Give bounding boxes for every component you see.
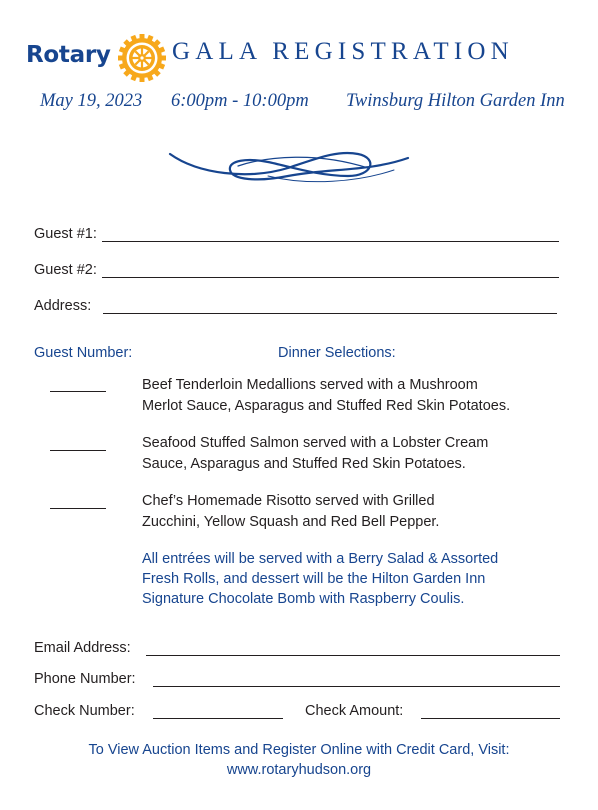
meal-option-line: Beef Tenderloin Medallions served with a Mushroom xyxy=(142,377,478,393)
guest-number-field-beef[interactable] xyxy=(50,391,106,392)
event-venue: Twinsburg Hilton Garden Inn xyxy=(346,91,565,111)
check-number-label: Check Number: xyxy=(34,703,135,719)
meal-option-line: Sauce, Asparagus and Stuffed Red Skin Potatoes. xyxy=(142,456,466,472)
dinner-note-line: All entrées will be served with a Berry Salad & Assorted xyxy=(142,551,499,567)
dinner-selections-header: Dinner Selections: xyxy=(278,345,396,361)
address-field[interactable] xyxy=(103,313,557,314)
guest2-row xyxy=(34,262,97,282)
event-date: May 19, 2023 xyxy=(40,91,143,111)
dinner-note-line: Signature Chocolate Bomb with Raspberry Coulis. xyxy=(142,591,465,607)
address-label: Address: xyxy=(34,298,92,314)
guest-number-field-risotto[interactable] xyxy=(50,508,106,509)
phone-field[interactable] xyxy=(153,686,560,687)
page-title: GALA REGISTRATION xyxy=(172,38,514,65)
event-time: 6:00pm - 10:00pm xyxy=(171,91,309,111)
meal-option-line: Seafood Stuffed Salmon served with a Lobster Cream xyxy=(142,435,489,451)
meal-option-beef xyxy=(142,375,542,417)
email-field[interactable] xyxy=(146,655,560,656)
dinner-note-line: Fresh Rolls, and dessert will be the Hilton Garden Inn xyxy=(142,571,486,587)
guest1-label: Guest #1: xyxy=(34,226,97,242)
meal-option-line: Merlot Sauce, Asparagus and Stuffed Red Skin Potatoes. xyxy=(142,398,511,414)
phone-label: Phone Number: xyxy=(34,671,136,687)
check-number-field[interactable] xyxy=(153,718,283,719)
rotary-wheel-icon xyxy=(116,32,168,84)
guest1-row xyxy=(34,226,97,246)
meal-option-line: Zucchini, Yellow Squash and Red Bell Pepper. xyxy=(142,514,440,530)
guest2-field[interactable] xyxy=(102,277,559,278)
check-amount-label: Check Amount: xyxy=(305,703,404,719)
email-label: Email Address: xyxy=(34,640,131,656)
check-amount-field[interactable] xyxy=(421,718,560,719)
address-row xyxy=(34,298,91,318)
phone-row xyxy=(34,671,136,691)
rotary-wordmark: Rotary xyxy=(26,42,111,68)
dinner-note xyxy=(142,549,552,609)
decorative-swirl xyxy=(168,146,410,190)
guest1-field[interactable] xyxy=(102,241,559,242)
check-number-row xyxy=(34,703,135,723)
meal-option-risotto xyxy=(142,491,542,533)
meal-option-line: Chef’s Homemade Risotto served with Grilled xyxy=(142,493,435,509)
meal-option-salmon xyxy=(142,433,542,475)
guest2-label: Guest #2: xyxy=(34,262,97,278)
check-amount-row xyxy=(305,703,403,723)
footer-website-link[interactable]: www.rotaryhudson.org xyxy=(226,762,372,778)
email-row xyxy=(34,640,131,660)
guest-number-header: Guest Number: xyxy=(34,345,133,361)
guest-number-field-salmon[interactable] xyxy=(50,450,106,451)
footer-instructions: To View Auction Items and Register Online with Credit Card, Visit: xyxy=(88,742,510,758)
